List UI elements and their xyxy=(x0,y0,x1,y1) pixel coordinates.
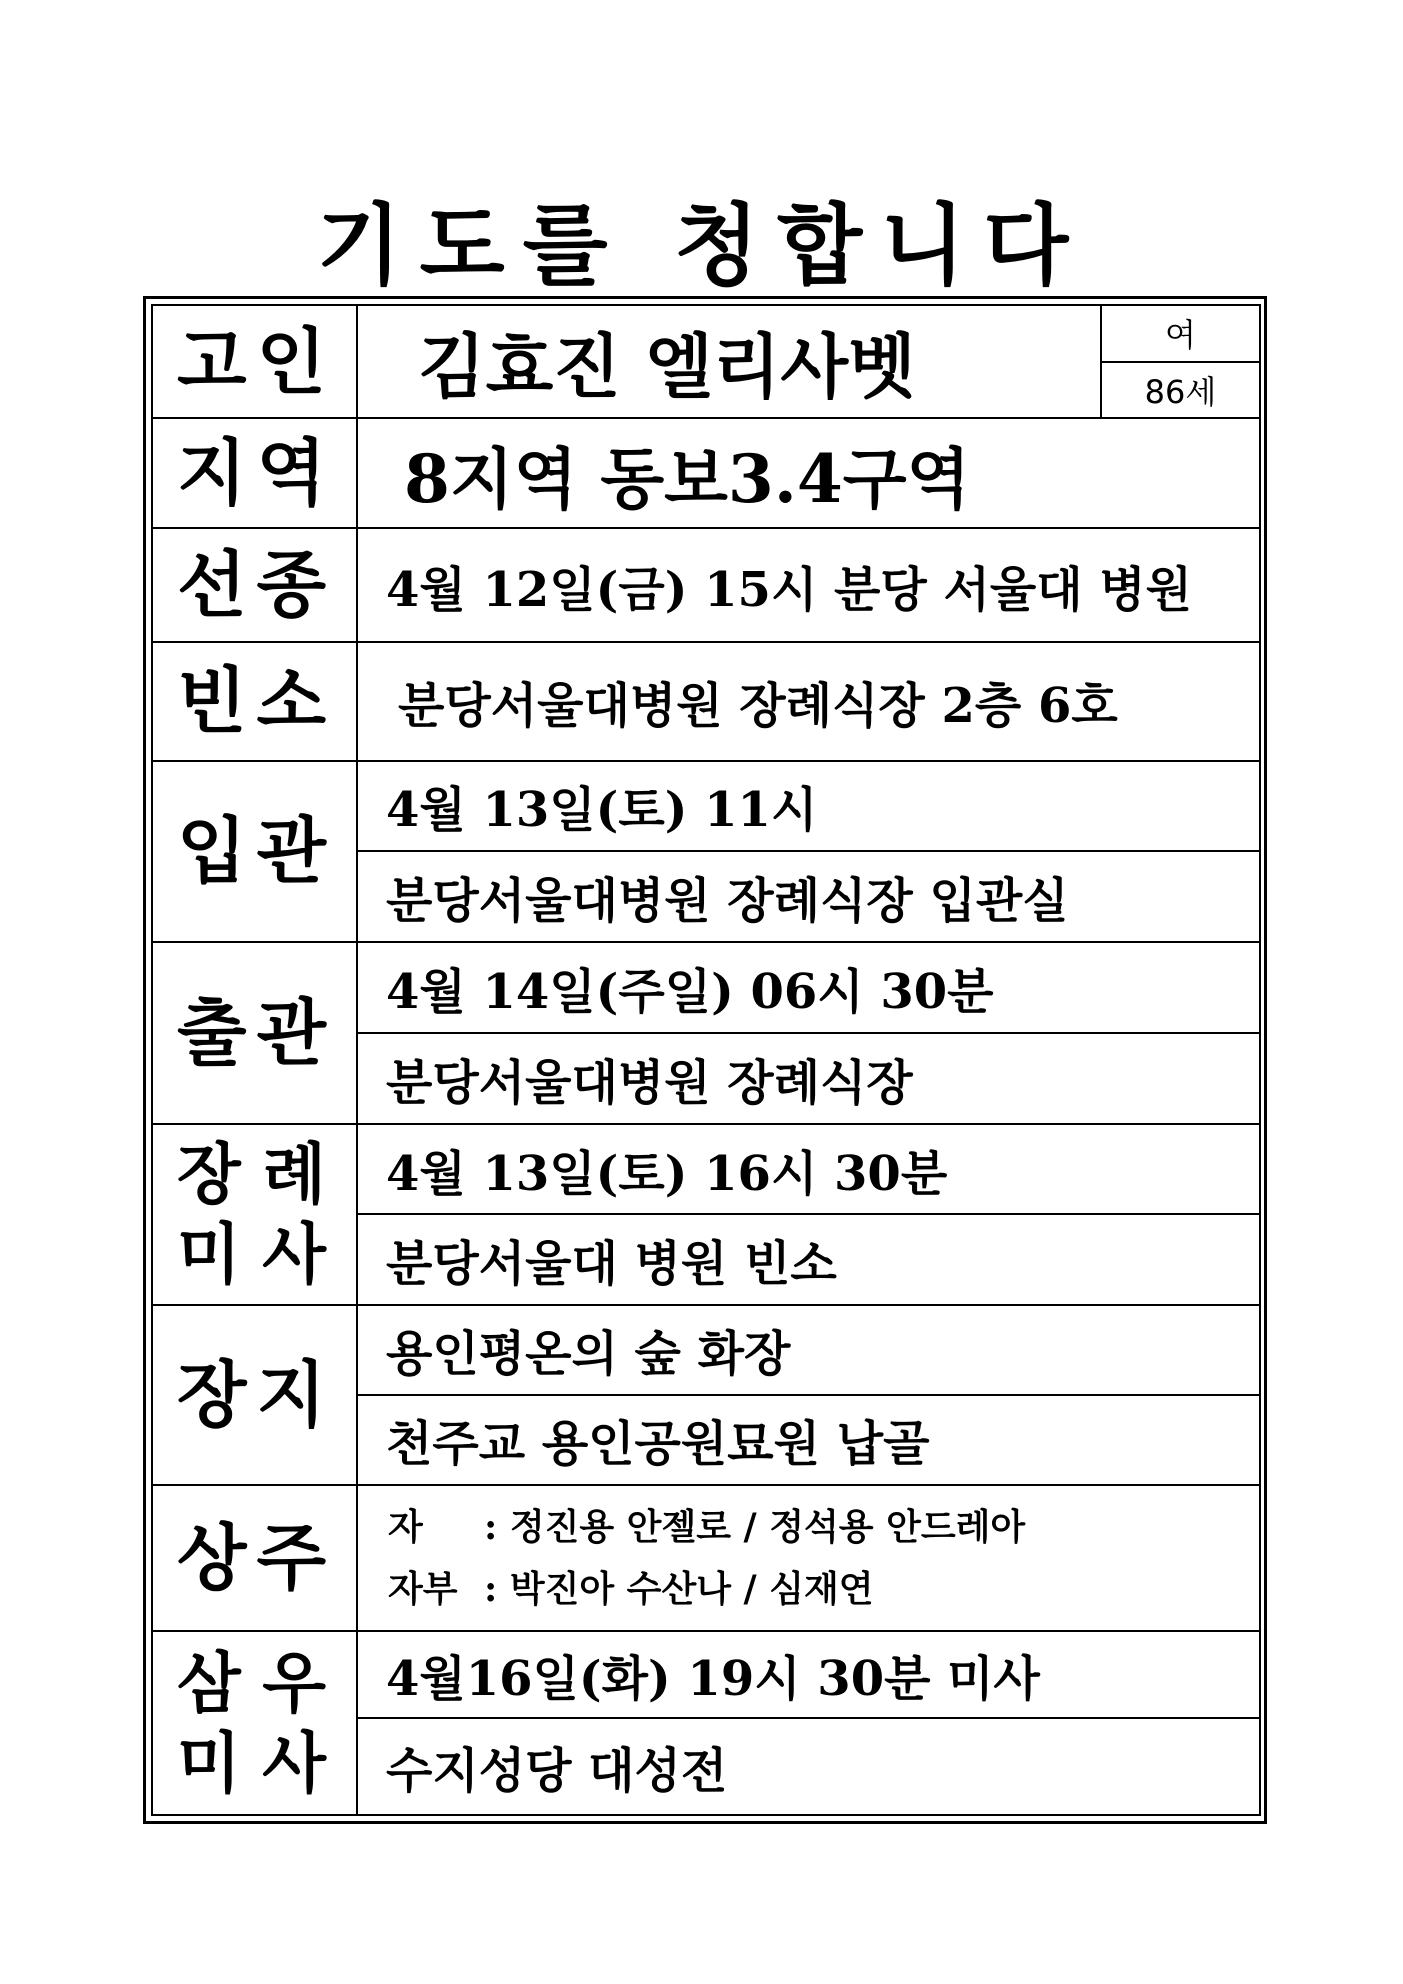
label-char: 관 xyxy=(256,990,326,1076)
deceased-name: 김효진 엘리사벳 xyxy=(357,305,1101,418)
label-char: 미 xyxy=(177,1215,241,1294)
burial-cemetery: 천주교 용인공원묘원 납골 xyxy=(357,1395,1260,1485)
burial-cremation: 용인평온의 숲 화장 xyxy=(357,1305,1260,1395)
label-char: 장 xyxy=(177,1135,241,1214)
funeral-info-table xyxy=(151,304,1261,1816)
label-char: 입 xyxy=(177,808,247,894)
mourner-names: : 박진아 수산나 / 심재연 xyxy=(484,1567,874,1610)
encoffin-place: 분당서울대병원 장례식장 입관실 xyxy=(357,851,1260,942)
mourner-key: 자부 xyxy=(388,1567,458,1610)
funeral-mass-time: 4월 13일(토) 16시 30분 xyxy=(357,1124,1260,1214)
mourners-list xyxy=(357,1485,1260,1631)
label-char: 종 xyxy=(256,542,326,627)
encoffin-time: 4월 13일(토) 11시 xyxy=(357,761,1260,851)
third-day-mass-place: 수지성당 대성전 xyxy=(357,1718,1260,1815)
departure-place: 분당서울대병원 장례식장 xyxy=(357,1033,1260,1124)
label-char: 미 xyxy=(177,1723,241,1802)
label-region xyxy=(152,418,357,527)
label-char: 사 xyxy=(262,1723,326,1802)
label-char: 빈 xyxy=(177,658,247,744)
label-mortuary xyxy=(152,642,357,760)
label-burial xyxy=(152,1305,357,1485)
label-char: 지 xyxy=(177,430,247,516)
label-char: 소 xyxy=(256,658,326,744)
label-char: 삼 xyxy=(177,1643,241,1722)
label-char: 역 xyxy=(256,430,326,516)
label-mourners xyxy=(152,1485,357,1631)
label-char: 출 xyxy=(177,990,247,1076)
label-deceased xyxy=(152,305,357,418)
label-char: 장 xyxy=(177,1351,247,1437)
label-death xyxy=(152,528,357,642)
label-char: 주 xyxy=(256,1514,326,1600)
third-day-mass-time: 4월16일(화) 19시 30분 미사 xyxy=(357,1631,1260,1718)
label-char: 관 xyxy=(256,808,326,894)
mourner-row-son xyxy=(388,1496,1259,1558)
mourner-key: 자 xyxy=(388,1505,423,1548)
deceased-age: 86세 xyxy=(1101,362,1260,419)
label-char: 선 xyxy=(177,542,247,627)
label-char: 사 xyxy=(262,1215,326,1294)
label-char: 례 xyxy=(262,1135,326,1214)
deceased-gender: 여 xyxy=(1101,305,1260,362)
mourner-names: : 정진용 안젤로 / 정석용 안드레아 xyxy=(484,1505,1026,1548)
label-third-day-mass xyxy=(152,1631,357,1815)
label-char: 우 xyxy=(262,1643,326,1722)
label-char: 지 xyxy=(256,1351,326,1437)
label-char: 상 xyxy=(177,1514,247,1600)
page-title: 기도를 청합니다 xyxy=(316,193,1087,297)
mortuary-value: 분당서울대병원 장례식장 2층 6호 xyxy=(357,642,1260,760)
label-departure xyxy=(152,942,357,1124)
death-value: 4월 12일(금) 15시 분당 서울대 병원 xyxy=(357,528,1260,642)
region-value: 8지역 동보3.4구역 xyxy=(357,418,1260,527)
departure-time: 4월 14일(주일) 06시 30분 xyxy=(357,942,1260,1033)
label-encoffin xyxy=(152,761,357,942)
mourner-row-daughter-in-law xyxy=(388,1558,1259,1620)
label-char: 고 xyxy=(177,318,247,404)
label-funeral-mass xyxy=(152,1124,357,1304)
label-char: 인 xyxy=(256,318,326,404)
funeral-mass-place: 분당서울대 병원 빈소 xyxy=(357,1214,1260,1304)
